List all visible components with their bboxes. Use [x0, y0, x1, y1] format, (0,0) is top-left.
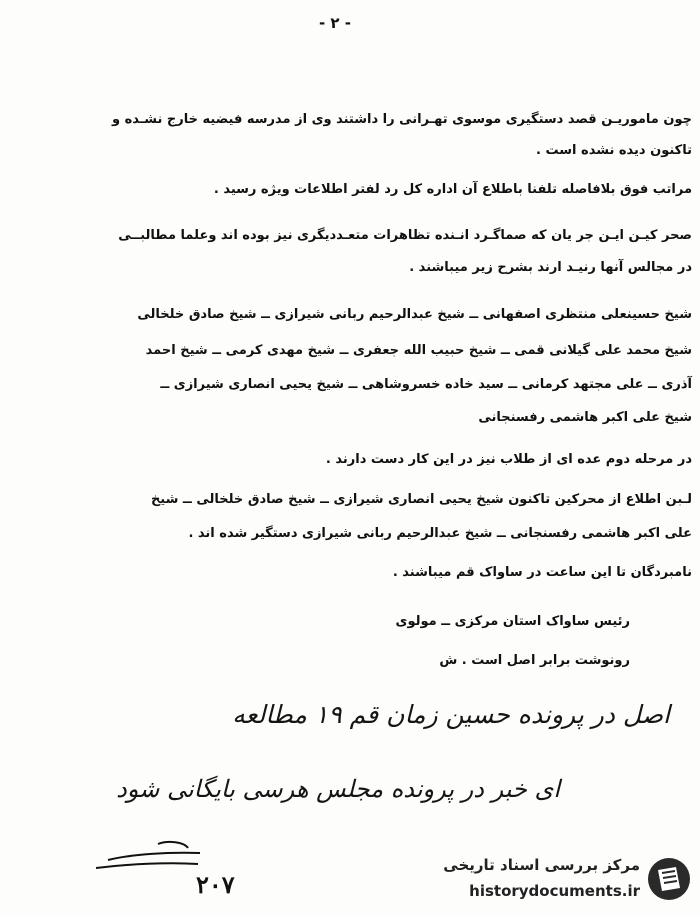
text-line: شیخ حسینعلی منتظری اصفهانی ــ شیخ عبدالرحیم ربانی شیرازی ــ شیخ صادق خلخالی [137, 307, 692, 322]
text-line: در مرحله دوم عده ای از طلاب نیز در این کار دست دارند . [325, 452, 692, 467]
text-line: تاکنون دیده نشده است . [536, 143, 692, 158]
text-line: صحر کیـن ایـن جر یان که صماگـرد انـنده تظاهرات متعـددیگری نیز بوده اند وعلما مطالبــی [118, 228, 692, 243]
watermark-url: historydocuments.ir [469, 882, 640, 900]
page-number: - ۲ - [318, 14, 352, 32]
text-line: علی اکبر هاشمی رفسنجانی ــ شیخ عبدالرحیم ربانی شیرازی دستگیر شده اند . [188, 526, 692, 541]
text-line: شیخ محمد علی گیلانی قمی ــ شیخ حبیب الله جعفری ــ شیخ مهدی کرمی ــ شیخ احمد [145, 343, 692, 358]
handwritten-scribble-icon [88, 838, 208, 878]
text-line: در مجالس آنها رنیـد ارند بشرح زیر میباشند . [409, 260, 692, 275]
watermark-title: مرکز بررسی اسناد تاریخی [443, 856, 640, 874]
text-line: آذری ــ علی مجتهد کرمانی ــ سید خاده خسروشاهی ــ شیخ یحیی انصاری شیرازی ــ [160, 377, 692, 392]
copy-certification: رونوشت برابر اصل است . ش [439, 653, 630, 668]
text-line: مراتب فوق بلافاصله تلفنا باطلاع آن اداره کل رد لفتر اطلاعات ویژه رسید . [213, 182, 692, 197]
text-line: لـبن اطلاع از محرکین تاکنون شیخ یحیی انصاری شیرازی ــ شیخ صادق خلخالی ــ شیخ [150, 492, 692, 507]
file-number: ۲۰۷ [196, 870, 235, 899]
text-line: شیخ علی اکبر هاشمی رفسنجانی [478, 410, 692, 425]
handwritten-note-1: اصل در پرونده حسین زمان قم ۱۹ مطالعه [232, 700, 670, 729]
signature-line: رئیس ساواک استان مرکزی ــ مولوی [395, 614, 630, 629]
watermark [408, 850, 698, 915]
archive-logo-icon [646, 856, 692, 902]
handwritten-note-2: ای خبر در پرونده مجلس هرسی بایگانی شود [116, 775, 560, 803]
text-line: نامبردگان تا این ساعت در ساواک قم میباشند . [392, 565, 692, 580]
text-line: چون ماموریـن قصد دستگیری موسوی تهـرانی را داشتند وی از مدرسه فیضیه خارج نشـده و [112, 112, 692, 127]
